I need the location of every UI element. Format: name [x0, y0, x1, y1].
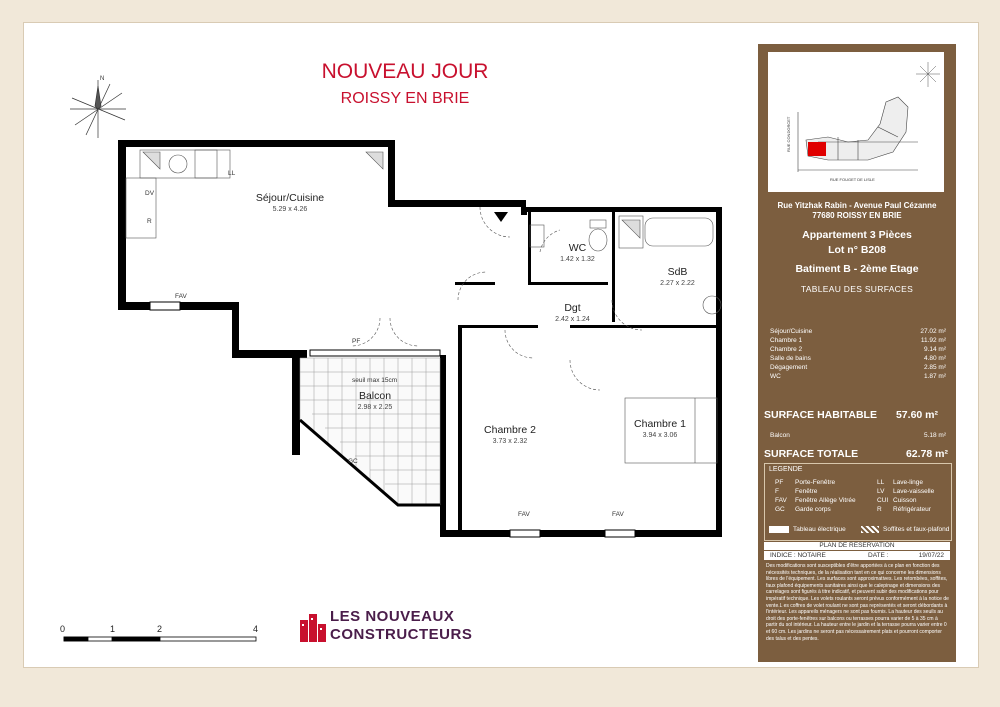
room-name: Balcon [358, 390, 392, 402]
room-balcon [345, 390, 405, 411]
surface-label: Salle de bains [770, 355, 811, 362]
legend-code: GC [775, 506, 785, 513]
surface-label: Chambre 2 [770, 346, 803, 353]
project-title: NOUVEAU JOUR [321, 60, 489, 83]
plan-type: PLAN DE RESERVATION [764, 542, 950, 550]
r-label: R [147, 218, 152, 225]
surface-value: 9.14 m² [923, 346, 946, 353]
surface-label: WC [770, 373, 781, 380]
site-plan-map [768, 52, 944, 192]
legend-text: Fenêtre Allège Vitrée [795, 497, 856, 504]
surface-row [770, 337, 946, 344]
compass-rose-icon [70, 80, 126, 138]
legend-code: LV [877, 488, 885, 495]
fav-label: FAV [612, 511, 624, 518]
balcon-row [770, 432, 946, 439]
legend-code: R [877, 506, 882, 513]
surface-value: 4.80 m² [923, 355, 946, 362]
surface-habitable-value: 57.60 m² [895, 409, 938, 421]
legend-text: Garde corps [795, 506, 831, 513]
scale-bar [60, 624, 270, 648]
surface-row [770, 373, 946, 380]
room-name: Dgt [564, 302, 581, 314]
surface-value: 27.02 m² [920, 328, 946, 335]
legend-elec: Tableau électrique [793, 526, 846, 533]
surface-value: 1.87 m² [923, 373, 946, 380]
room-chambre-2 [475, 424, 545, 445]
north-label: N [100, 76, 105, 82]
legend-text: Lave-linge [893, 479, 923, 486]
room-dims: 5.29 x 4.26 [272, 206, 308, 213]
room-dims: 2.27 x 2.22 [660, 280, 695, 287]
ll-label: LL [228, 170, 236, 177]
room-dims: 2.42 x 1.24 [555, 316, 590, 323]
room-dims: 3.94 x 3.06 [642, 432, 678, 439]
surface-totale [764, 448, 948, 460]
room-dims: 2.98 x 2.25 [357, 404, 393, 411]
seuil-label: seuil max 15cm [352, 377, 398, 384]
electric-panel-icon [769, 526, 789, 533]
map-compass-icon [916, 62, 940, 87]
room-dims: 3.73 x 2.32 [492, 438, 528, 445]
scale-tick: 4 [253, 624, 259, 634]
soffite-hatch-icon [861, 526, 879, 533]
surface-value: 11.92 m² [920, 337, 946, 344]
legend-text: Cuisson [893, 497, 917, 504]
lot-number: Lot n° B208 [828, 244, 886, 256]
legend-box [764, 463, 952, 541]
surface-label: Chambre 1 [770, 337, 803, 344]
room-name: Séjour/Cuisine [255, 192, 325, 204]
surface-value: 2.85 m² [923, 364, 946, 371]
balcon-value: 5.18 m² [923, 432, 946, 439]
gc-label: GC [348, 458, 358, 465]
fav-label: FAV [175, 293, 187, 300]
legend-text: Porte-Fenêtre [795, 479, 836, 486]
room-sejour [240, 192, 340, 213]
address-line-1: Rue Yitzhak Rabin - Avenue Paul Cézanne [777, 201, 937, 210]
surface-label: Dégagement [770, 364, 808, 371]
map-street-1: RUE CONDORCET [786, 116, 791, 152]
surface-row [770, 328, 946, 335]
map-street-2: RUE FOUGET DE LISLE [830, 177, 875, 182]
fav-label: FAV [518, 511, 530, 518]
room-dims: 1.42 x 1.32 [560, 256, 595, 263]
surface-row [770, 346, 946, 353]
surface-row [770, 355, 946, 362]
scale-tick: 1 [110, 624, 116, 634]
surface-habitable-label: SURFACE HABITABLE [764, 409, 877, 421]
room-name: WC [568, 242, 587, 254]
address-line-2: 77680 ROISSY EN BRIE [812, 211, 902, 220]
project-city: ROISSY EN BRIE [340, 90, 470, 107]
legend-code: LL [877, 479, 885, 486]
disclaimer-text: Des modifications sont susceptibles d'être apportées à ce plan en fonction des nécessités techniques, de la réalisation tant en ce qui concerne les dimensions libres de l'équipement. Les surfaces sont approximatives. Les retombées, soffites, faux plafond équipements sanitaires ainsi que le calepinage et dimensions des carrelages sont figurés à titre indicatif, et peuvent subir des modifications pour impératif technique. Les volets roulants seront prévus conformément à la notice de vente.L es coffres de volet roulant ne sont pas représentés et seront débordants à l'intérieur. Les appareils ménagers ne sont pas fournis. La hauteur des seuils au droit des porte-fenêtres sur balcons ou terrasses pourra varier de 5 à 35 cm à partir du sol intérieur. La hauteur entre le jardin et la terrasse pourra varier entre 0 et 60 cm. Les jardins ne seront pas nécessairement plats et pourront comporter des talus et des pentes. [766, 563, 949, 642]
room-chambre-1 [625, 418, 695, 439]
company-logo [298, 606, 538, 646]
info-panel [758, 44, 956, 662]
room-wc [555, 242, 600, 263]
legend-text: Fenêtre [795, 488, 818, 495]
buildings-logo-icon [298, 610, 328, 644]
surface-label: Séjour/Cuisine [770, 328, 813, 335]
scale-tick: 2 [157, 624, 163, 634]
apartment-type: Appartement 3 Pièces [802, 229, 912, 241]
legend-code: F [775, 488, 779, 495]
date-value: 19/07/22 [918, 552, 944, 559]
building-floor: Batiment B - 2ème Etage [795, 263, 919, 275]
surface-totale-label: SURFACE TOTALE [764, 448, 859, 460]
surface-totale-value: 62.78 m² [905, 448, 948, 460]
legend-text: Lave-vaisselle [893, 488, 935, 495]
indice-row [764, 551, 950, 560]
surface-habitable [764, 409, 948, 421]
room-sdb [655, 266, 700, 287]
indice-label: INDICE : NOTAIRE [770, 552, 826, 559]
legend-code: CUI [877, 497, 889, 504]
legend-code: PF [775, 479, 784, 486]
dv-label: DV [145, 190, 155, 197]
legend-code: FAV [775, 497, 787, 504]
pf-label: PF [352, 338, 361, 345]
balcon-label: Balcon [770, 432, 790, 439]
table-title: TABLEAU DES SURFACES [800, 284, 914, 294]
legend-title: LEGENDE [769, 466, 803, 473]
room-name: Chambre 1 [634, 418, 686, 430]
logo-line-2: CONSTRUCTEURS [330, 626, 473, 643]
location-map [768, 52, 944, 192]
room-name: Chambre 2 [484, 424, 536, 436]
room-name: SdB [667, 266, 688, 278]
date-label: DATE : [868, 552, 889, 559]
room-dgt [550, 302, 595, 323]
legend-soffite: Soffites et faux-plafond [883, 526, 950, 533]
logo-line-1: LES NOUVEAUX [330, 608, 455, 625]
scale-tick: 0 [60, 624, 66, 634]
surface-row [770, 364, 946, 371]
legend-text: Réfrigérateur [893, 506, 931, 513]
